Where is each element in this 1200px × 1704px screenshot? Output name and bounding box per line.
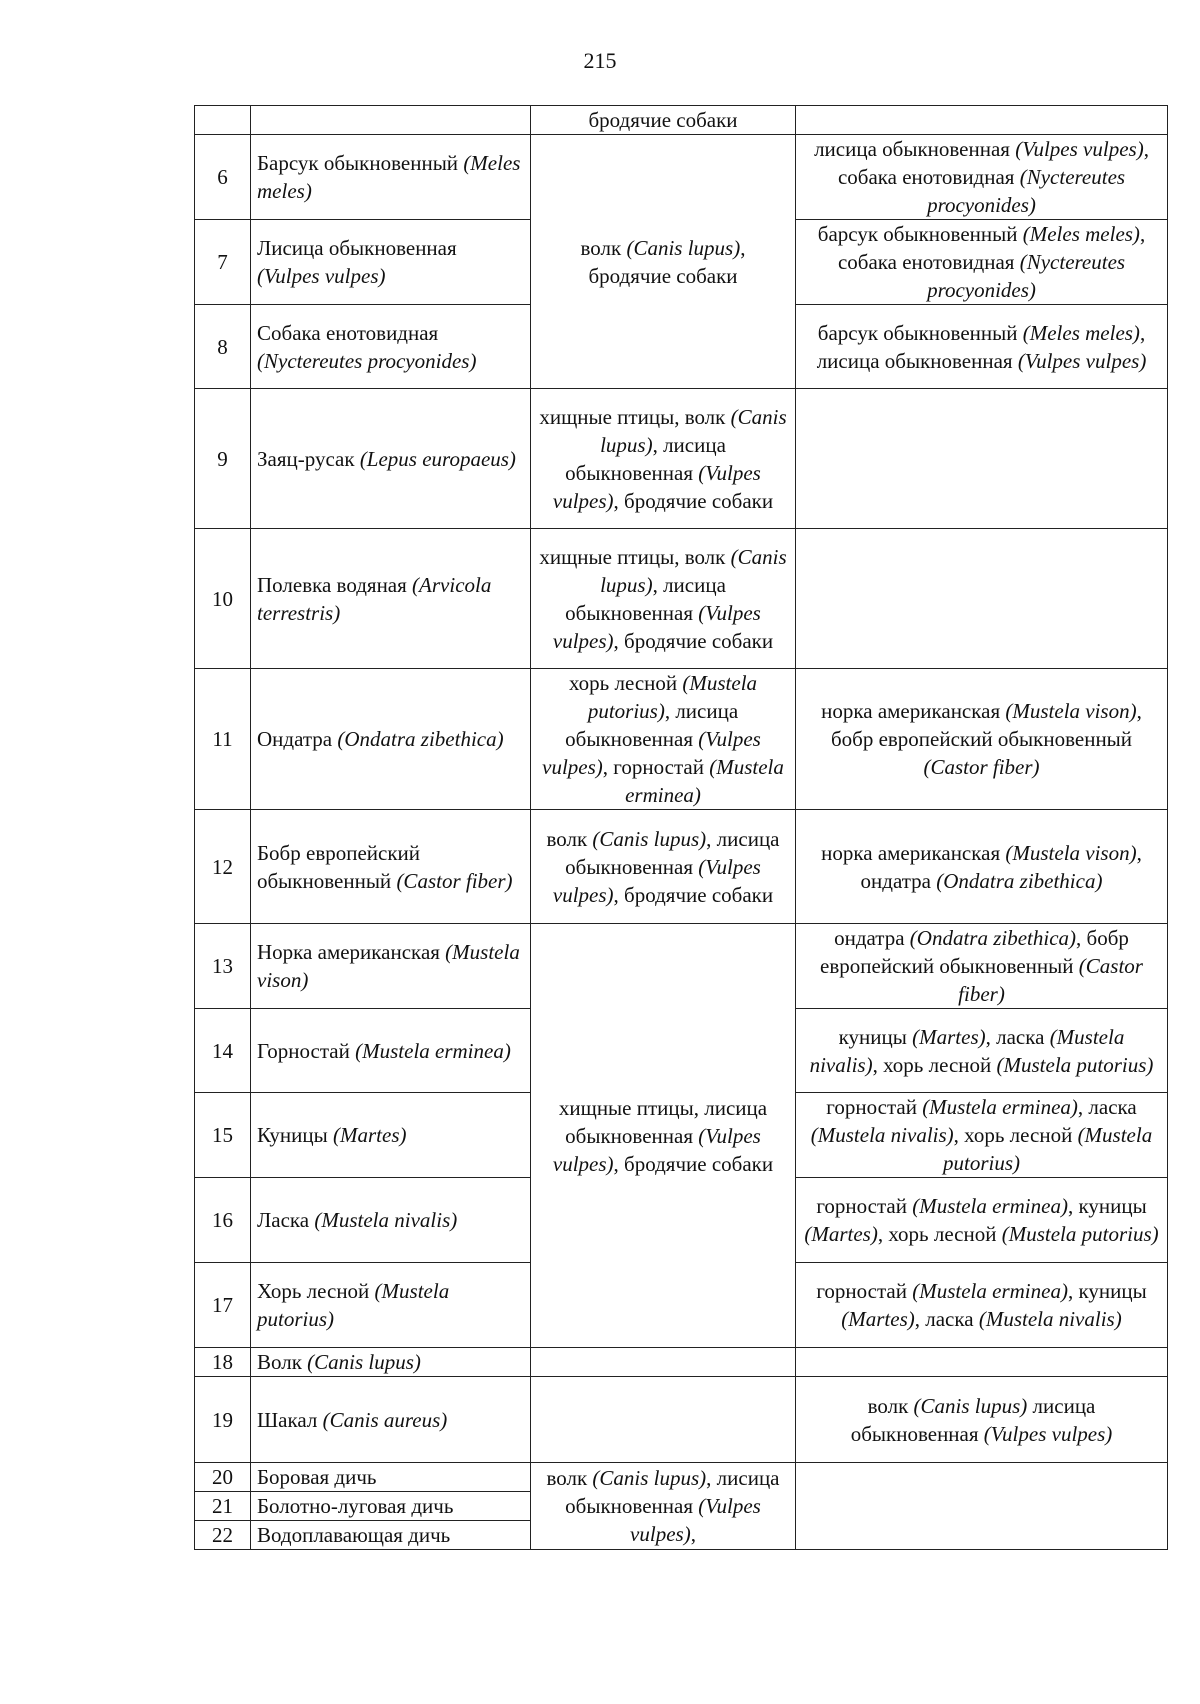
competitors-cell: [796, 1009, 1168, 1093]
latin-name: (Castor fiber): [958, 954, 1143, 1006]
text-segment: Ласка: [257, 1208, 315, 1232]
latin-name: (Mustela putorius): [942, 1123, 1153, 1175]
latin-name: (Ondatra zibethica): [936, 868, 1103, 893]
latin-name: (Nyctereutes procyonides): [257, 348, 477, 373]
latin-name: (Mustela nivalis): [978, 1307, 1122, 1331]
row-number: 7: [195, 220, 251, 305]
latin-name: (Canis lupus): [913, 1393, 1028, 1418]
species-name: [251, 1093, 531, 1178]
latin-name: (Mustela putorius): [1001, 1222, 1159, 1246]
text-segment: , собака енотовидная: [837, 137, 1149, 189]
latin-name: (Mustela putorius): [996, 1052, 1154, 1077]
latin-name: (Ondatra zibethica): [909, 926, 1077, 950]
text-segment: Бобр европейский обыкновенный: [257, 840, 421, 893]
species-name: [251, 135, 531, 220]
species-name: [251, 1263, 531, 1348]
latin-name: (Mustela nivalis): [809, 1024, 1125, 1077]
text-segment: Боровая дичь: [257, 1465, 377, 1489]
text-segment: , бродячие собаки: [613, 488, 774, 513]
text-segment: горностай: [816, 1279, 913, 1303]
predators-cell: [531, 810, 796, 924]
row-number: 6: [195, 135, 251, 220]
latin-name: (Mustela vison): [1005, 840, 1137, 865]
text-segment: волк: [867, 1393, 914, 1418]
species-name: [251, 106, 531, 135]
table-row: [195, 1377, 1168, 1463]
text-segment: волк: [546, 826, 593, 851]
row-number: 22: [195, 1521, 251, 1550]
competitors-cell: [796, 924, 1168, 1009]
latin-name: (Canis aureus): [322, 1407, 448, 1432]
latin-name: (Mustela erminea): [922, 1095, 1078, 1119]
latin-name: (Vulpes vulpes): [552, 854, 761, 907]
competitors-cell: [796, 1093, 1168, 1178]
table-row: [195, 810, 1168, 924]
species-name: [251, 1178, 531, 1263]
latin-name: (Mustela erminea): [625, 755, 784, 807]
text-segment: , лисица обыкновенная: [565, 432, 726, 485]
row-number: 20: [195, 1463, 251, 1492]
competitors-cell: [796, 1348, 1168, 1377]
text-segment: норка американская: [821, 840, 1006, 865]
predators-cell: [531, 389, 796, 529]
text-segment: , бобр европейский обыкновенный: [830, 699, 1142, 751]
text-segment: , ласка: [985, 1024, 1050, 1049]
competitors-cell: [796, 389, 1168, 529]
table-row: [195, 135, 1168, 220]
species-name: [251, 924, 531, 1009]
competitors-cell: [796, 1377, 1168, 1463]
latin-name: (Vulpes vulpes): [1015, 137, 1144, 161]
predators-cell: [531, 669, 796, 810]
row-number: 8: [195, 305, 251, 389]
table-row: [195, 1348, 1168, 1377]
latin-name: (Mustela nivalis): [810, 1123, 954, 1147]
text-segment: , ондатра: [860, 840, 1142, 893]
predators-cell: [531, 529, 796, 669]
latin-name: (Meles meles): [1022, 320, 1140, 345]
species-name: [251, 1492, 531, 1521]
competitors-cell: [796, 305, 1168, 389]
text-segment: горностай: [826, 1095, 923, 1119]
row-number: 14: [195, 1009, 251, 1093]
latin-name: (Vulpes vulpes): [630, 1494, 761, 1546]
competitors-cell: [796, 106, 1168, 135]
predators-cell: [531, 924, 796, 1348]
species-name: [251, 1348, 531, 1377]
row-number: 15: [195, 1093, 251, 1178]
text-segment: барсук обыкновенный: [817, 222, 1023, 246]
text-segment: , лисица обыкновенная: [565, 572, 726, 625]
predators-cell: [531, 106, 796, 135]
latin-name: (Mustela vison): [1005, 699, 1137, 723]
competitors-cell: [796, 1463, 1168, 1550]
text-segment: , собака енотовидная: [837, 222, 1146, 274]
latin-name: (Mustela nivalis): [314, 1208, 458, 1232]
competitors-cell: [796, 810, 1168, 924]
latin-name: (Canis lupus): [592, 1466, 707, 1490]
species-name: [251, 810, 531, 924]
competitors-cell: [796, 529, 1168, 669]
competitors-cell: [796, 135, 1168, 220]
species-name: [251, 529, 531, 669]
row-number: [195, 106, 251, 135]
table-row: [195, 1463, 1168, 1492]
latin-name: (Martes): [912, 1024, 986, 1049]
text-segment: горностай: [816, 1194, 913, 1218]
competitors-cell: [796, 669, 1168, 810]
text-segment: хищные птицы, волк: [539, 544, 731, 569]
text-segment: , бобр европейский обыкновенный: [820, 926, 1129, 978]
text-segment: , бродячие собаки: [588, 235, 746, 288]
species-name: [251, 305, 531, 389]
text-segment: хищные птицы, волк: [539, 404, 731, 429]
latin-name: (Vulpes vulpes): [983, 1421, 1113, 1446]
text-segment: Полевка водяная: [257, 572, 413, 597]
latin-name: (Lepus europaeus): [359, 446, 516, 471]
text-segment: , лисица обыкновенная: [816, 320, 1146, 373]
latin-name: (Vulpes vulpes): [552, 600, 761, 653]
text-segment: Шакал: [257, 1407, 323, 1432]
text-segment: барсук обыкновенный: [817, 320, 1023, 345]
latin-name: (Vulpes vulpes): [552, 460, 761, 513]
latin-name: (Mustela vison): [257, 940, 520, 992]
latin-name: (Ondatra zibethica): [337, 727, 504, 751]
latin-name: (Vulpes vulpes): [1017, 348, 1147, 373]
text-segment: , хорь лесной: [877, 1222, 1002, 1246]
species-name: [251, 1463, 531, 1492]
table-row: [195, 669, 1168, 810]
text-segment: , лисица обыкновенная: [565, 699, 739, 751]
latin-name: (Canis lupus): [626, 235, 741, 260]
latin-name: (Canis lupus): [307, 1350, 421, 1374]
species-name: [251, 1377, 531, 1463]
text-segment: ондатра: [834, 926, 910, 950]
species-name: [251, 1521, 531, 1550]
predators-cell: [531, 1377, 796, 1463]
row-number: 10: [195, 529, 251, 669]
latin-name: (Mustela putorius): [257, 1279, 450, 1331]
table-row: [195, 924, 1168, 1009]
text-segment: ,: [690, 1522, 696, 1546]
text-segment: Лисица обыкновенная: [257, 236, 457, 260]
latin-name: (Castor fiber): [923, 755, 1040, 779]
latin-name: (Castor fiber): [396, 868, 513, 893]
latin-name: (Canis lupus): [600, 544, 787, 597]
latin-name: (Nyctereutes procyonides): [927, 250, 1126, 302]
text-segment: , ласка: [1077, 1095, 1137, 1119]
latin-name: (Canis lupus): [592, 826, 707, 851]
table-row: [195, 106, 1168, 135]
row-number: 9: [195, 389, 251, 529]
latin-name: (Nyctereutes procyonides): [927, 165, 1126, 217]
text-segment: волк: [580, 235, 627, 260]
table-row: [195, 529, 1168, 669]
row-number: 21: [195, 1492, 251, 1521]
competitors-cell: [796, 1178, 1168, 1263]
text-segment: Барсук обыкновенный: [257, 151, 464, 175]
text-segment: волк: [546, 1466, 593, 1490]
row-number: 16: [195, 1178, 251, 1263]
latin-name: (Vulpes vulpes): [552, 1123, 761, 1176]
text-segment: норка американская: [821, 699, 1006, 723]
text-segment: хищные птицы, лисица обыкновенная: [558, 1095, 768, 1148]
predators-cell: [531, 1463, 796, 1550]
latin-name: (Martes): [841, 1307, 915, 1331]
predators-cell: [531, 1348, 796, 1377]
text-segment: Собака енотовидная: [257, 320, 439, 345]
text-segment: Горностай: [257, 1038, 356, 1063]
row-number: 13: [195, 924, 251, 1009]
latin-name: (Mustela erminea): [912, 1279, 1068, 1303]
latin-name: (Vulpes vulpes): [542, 727, 761, 779]
species-name: [251, 669, 531, 810]
text-segment: , горностай: [602, 755, 710, 779]
latin-name: (Martes): [333, 1123, 407, 1147]
predators-cell: [531, 135, 796, 389]
text-segment: лисица обыкновенная: [814, 137, 1016, 161]
text-segment: лисица обыкновенная: [850, 1393, 1096, 1446]
species-name: [251, 1009, 531, 1093]
text-segment: Болотно-луговая дичь: [257, 1494, 454, 1518]
text-segment: Норка американская: [257, 940, 446, 964]
text-segment: , лисица обыкновенная: [565, 1466, 780, 1518]
latin-name: (Martes): [804, 1222, 878, 1246]
text-segment: Волк: [257, 1350, 308, 1374]
text-segment: , бродячие собаки: [613, 882, 774, 907]
row-number: 17: [195, 1263, 251, 1348]
row-number: 12: [195, 810, 251, 924]
text-segment: бродячие собаки: [588, 108, 738, 132]
text-segment: Куницы: [257, 1123, 334, 1147]
text-segment: Водоплавающая дичь: [257, 1523, 451, 1547]
text-segment: Ондатра: [257, 727, 338, 751]
competitors-cell: [796, 1263, 1168, 1348]
text-segment: куницы: [838, 1024, 913, 1049]
text-segment: , бродячие собаки: [613, 1151, 774, 1176]
competitors-cell: [796, 220, 1168, 305]
text-segment: , куницы: [1067, 1279, 1147, 1303]
text-segment: , лисица обыкновенная: [565, 826, 780, 879]
latin-name: (Mustela erminea): [912, 1194, 1068, 1218]
species-name: [251, 220, 531, 305]
text-segment: Заяц-русак: [257, 446, 360, 471]
text-segment: , ласка: [914, 1307, 979, 1331]
latin-name: (Vulpes vulpes): [257, 264, 386, 288]
text-segment: хорь лесной: [568, 671, 683, 695]
latin-name: (Canis lupus): [600, 404, 787, 457]
species-name: [251, 389, 531, 529]
row-number: 18: [195, 1348, 251, 1377]
page-number: 215: [583, 48, 617, 73]
text-segment: , хорь лесной: [872, 1052, 997, 1077]
predators-table: [194, 105, 1168, 1550]
latin-name: (Meles meles): [257, 151, 521, 203]
latin-name: (Arvicola terrestris): [257, 572, 492, 625]
table-row: [195, 389, 1168, 529]
latin-name: (Mustela erminea): [355, 1038, 511, 1063]
text-segment: Хорь лесной: [257, 1279, 375, 1303]
latin-name: (Meles meles): [1022, 222, 1140, 246]
latin-name: (Mustela putorius): [587, 671, 758, 723]
row-number: 11: [195, 669, 251, 810]
text-segment: , куницы: [1067, 1194, 1147, 1218]
row-number: 19: [195, 1377, 251, 1463]
text-segment: , хорь лесной: [953, 1123, 1078, 1147]
text-segment: , бродячие собаки: [613, 628, 774, 653]
